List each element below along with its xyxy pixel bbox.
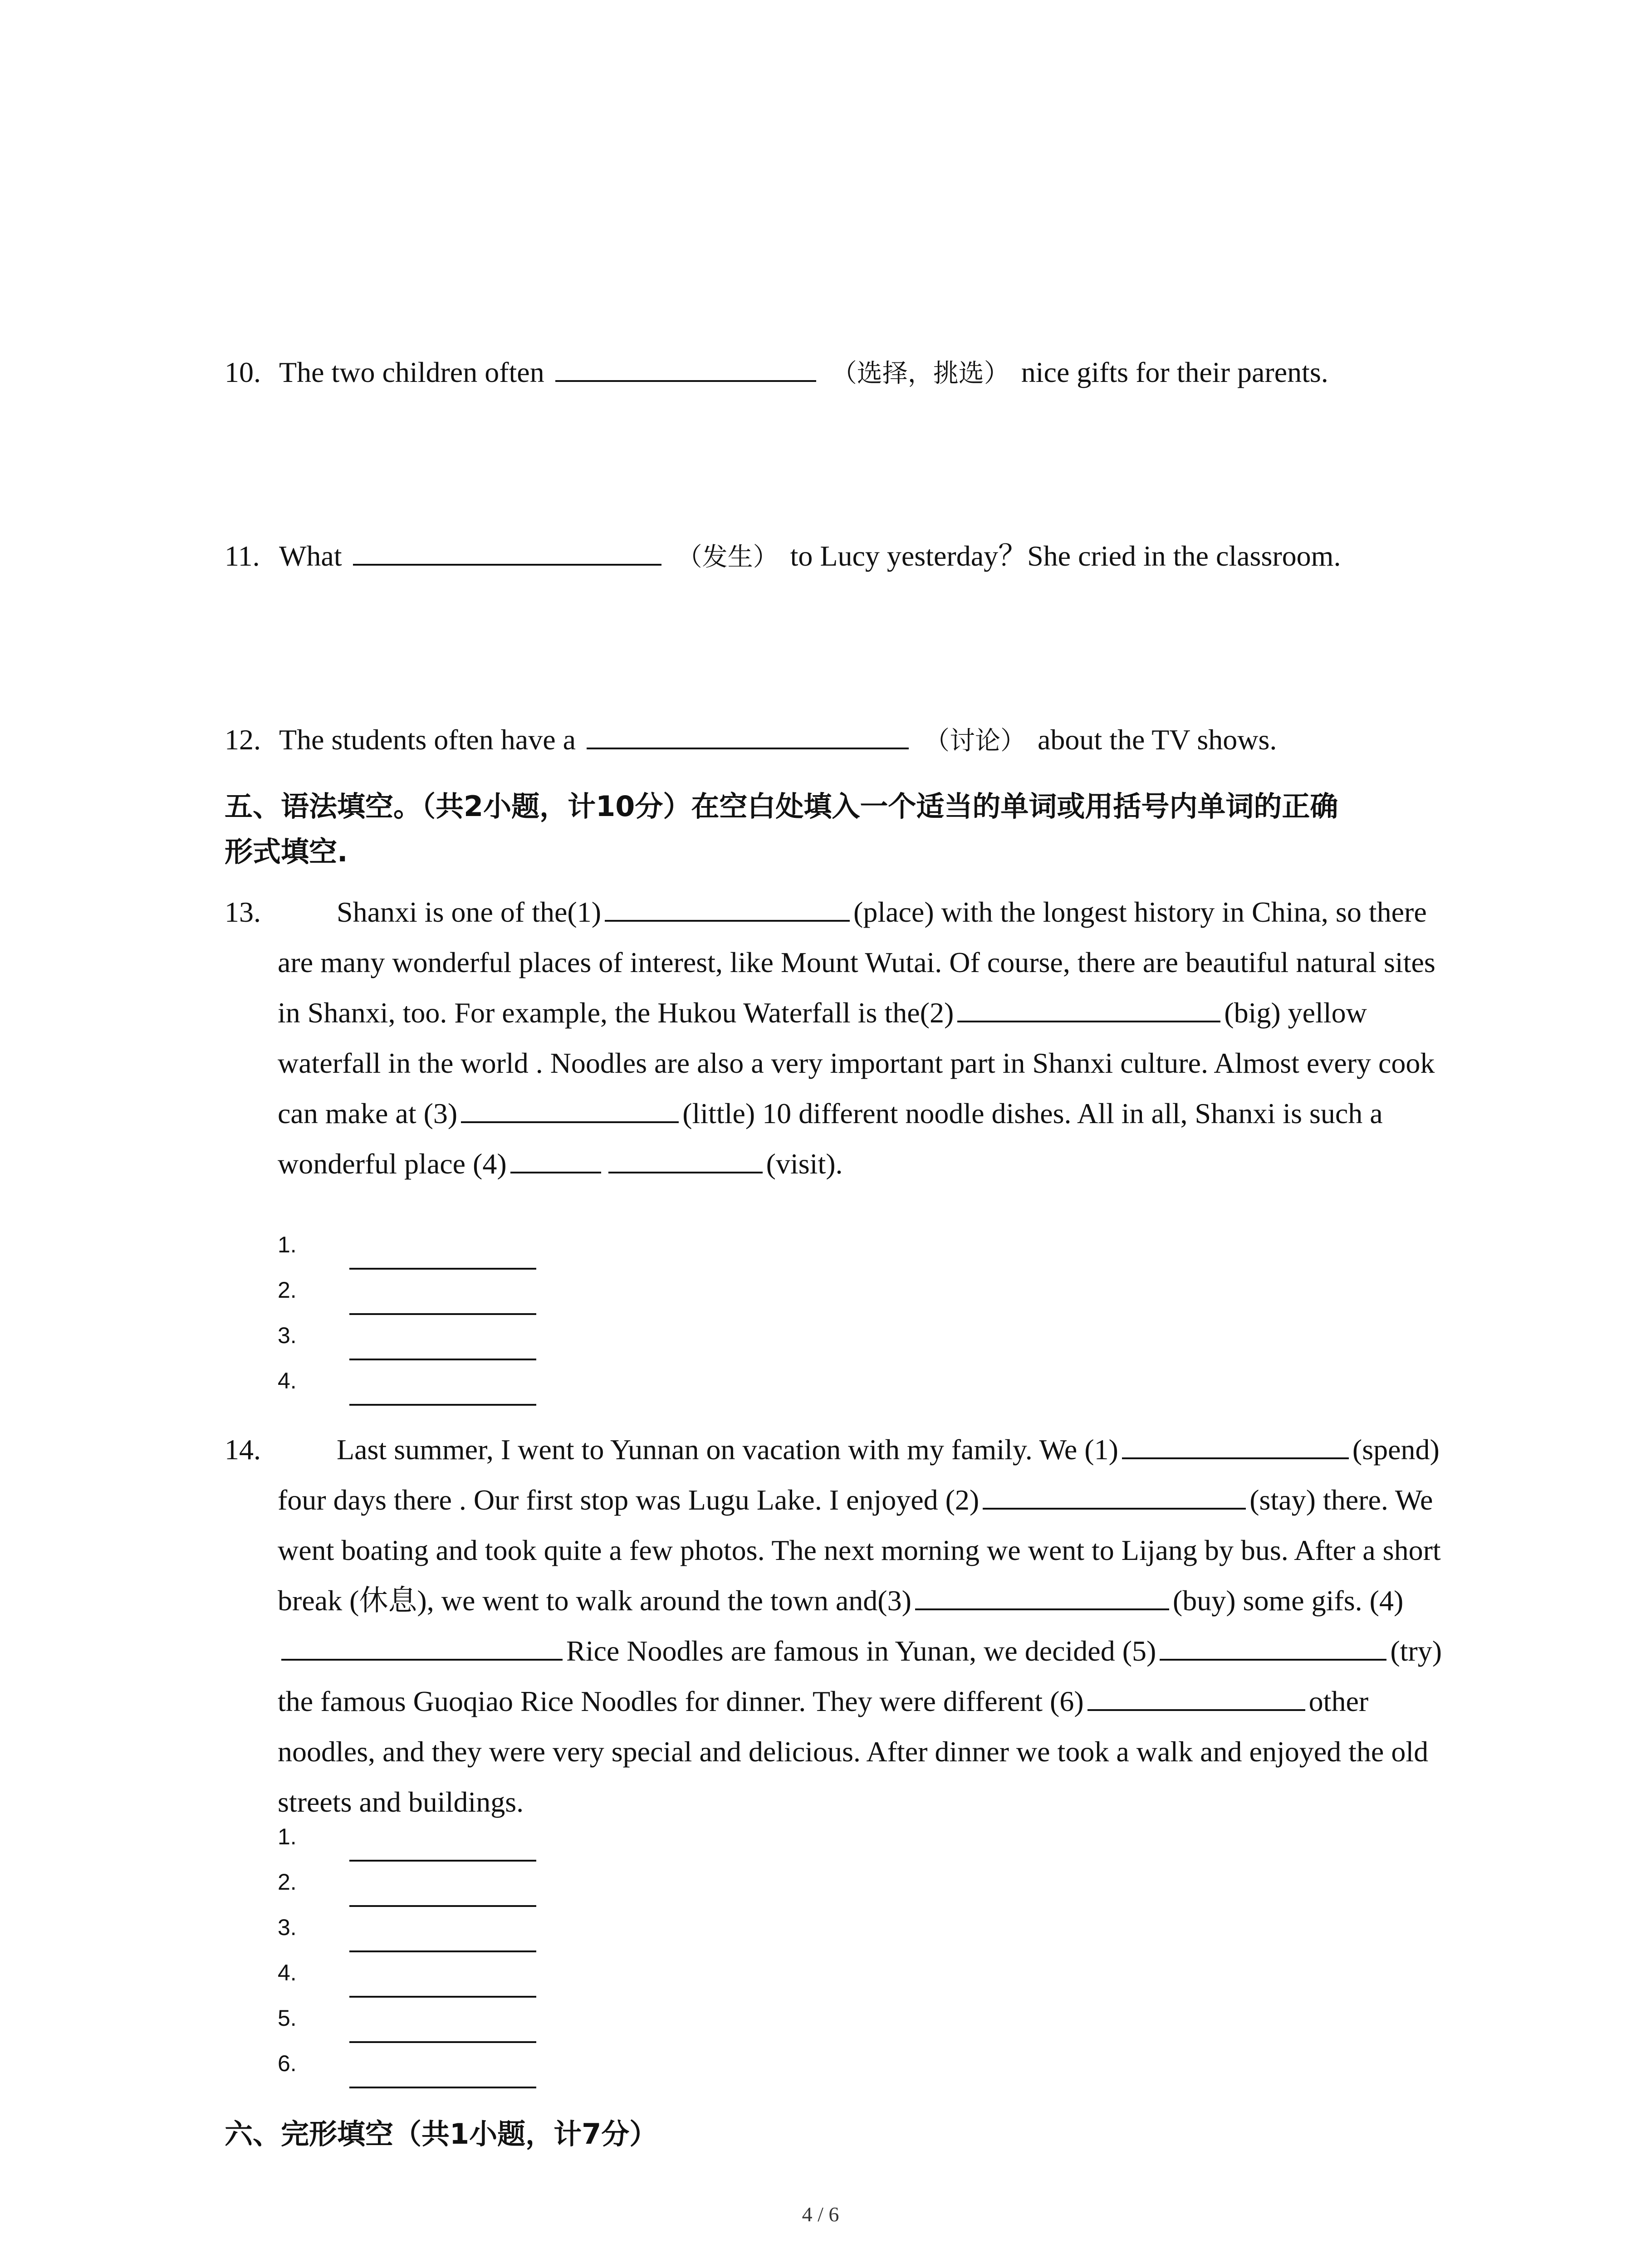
answer-line[interactable]	[349, 1996, 536, 1998]
answer-label: 2.	[278, 1277, 297, 1303]
section-heading-line: 形式填空.	[225, 835, 348, 868]
question-text: The students often have a	[279, 723, 576, 756]
passage-blank-2[interactable]	[957, 994, 1220, 1022]
passage-blank-2[interactable]	[983, 1481, 1246, 1510]
passage-text: Last summer, I went to Yunnan on vacation with my family. We (1)	[337, 1433, 1118, 1466]
question-text: nice gifts for their parents.	[1021, 356, 1328, 388]
question-10	[225, 354, 1328, 390]
answer-line[interactable]	[349, 2041, 536, 2043]
answer-label: 3.	[278, 1915, 297, 1940]
question-number: 12.	[225, 723, 261, 756]
answer-line[interactable]	[349, 1905, 536, 1907]
passage-text: (big) yellow waterfall in the world . Noodles are also a very important part in Shanxi culture. Almost every cook can make at (3)	[278, 997, 1435, 1129]
passage-blank-3[interactable]	[461, 1095, 679, 1123]
answer-label: 3.	[278, 1323, 297, 1348]
answer-line[interactable]	[349, 2087, 536, 2088]
answer-line[interactable]	[349, 1950, 536, 1952]
question-14-passage	[225, 1424, 1457, 1827]
passage-text: (little) 10 different noodle dishes. All in all, Shanxi is such a wonderful place (4)	[278, 1097, 1383, 1180]
passage-blank-4-cont[interactable]	[608, 1145, 763, 1173]
answer-blank[interactable]	[587, 721, 909, 749]
question-11	[225, 538, 1341, 574]
answer-blank[interactable]	[555, 354, 816, 382]
answer-line[interactable]	[349, 1359, 536, 1360]
question-13-passage	[225, 887, 1457, 1189]
question-text: The two children often	[279, 356, 544, 388]
passage-text: Rice Noodles are famous in Yunan, we decided (5)	[566, 1635, 1156, 1667]
passage-text: (visit).	[766, 1148, 843, 1180]
question-text: to Lucy yesterday？She cried in the classroom.	[790, 540, 1341, 572]
question-text: about the TV shows.	[1038, 723, 1277, 756]
section-5-heading	[225, 784, 1450, 875]
section-6-heading	[225, 2112, 1450, 2157]
passage-text: (stay) there. We went boating and took quite a few photos. The next morning we went to Lijang by bus. After a short break (休息), we went to walk around the town and(3)	[278, 1484, 1441, 1617]
answer-label: 6.	[278, 2051, 297, 2076]
passage-text: (buy) some gifs. (4)	[1172, 1584, 1404, 1617]
answer-label: 2.	[278, 1869, 297, 1895]
question-number: 10.	[225, 356, 261, 388]
answer-line[interactable]	[349, 1313, 536, 1315]
section-heading-line: 五、语法填空。（共2小题，计10分）在空白处填入一个适当的单词或用括号内单词的正确	[225, 790, 1338, 823]
passage-text: (spend) four days there . Our first stop was Lugu Lake. I enjoyed (2)	[278, 1433, 1440, 1516]
answer-label: 4.	[278, 1960, 297, 1985]
chinese-hint: （发生）	[676, 543, 779, 572]
passage-blank-1[interactable]	[1122, 1431, 1349, 1459]
passage-blank-4[interactable]	[281, 1633, 563, 1661]
page-number: 4 / 6	[802, 2203, 839, 2226]
passage-blank-5[interactable]	[1160, 1633, 1386, 1661]
answer-label: 1.	[278, 1232, 297, 1257]
passage-text: Shanxi is one of the(1)	[337, 896, 601, 928]
question-text: What	[279, 540, 342, 572]
passage-text: other noodles, and they were very special and delicious. After dinner we took a walk and enjoyed the old streets and buildings.	[278, 1685, 1429, 1818]
question-12	[225, 721, 1277, 758]
passage-blank-1[interactable]	[605, 894, 850, 922]
answer-label: 1.	[278, 1824, 297, 1849]
section-heading-line: 六、完形填空（共1小题，计7分）	[225, 2117, 658, 2151]
answer-blank[interactable]	[353, 538, 661, 566]
answer-line[interactable]	[349, 1860, 536, 1862]
question-number: 14.	[225, 1433, 261, 1466]
chinese-hint: （讨论）	[924, 726, 1026, 756]
answer-label: 4.	[278, 1368, 297, 1393]
answer-label: 5.	[278, 2005, 297, 2031]
passage-text: (try) the famous Guoqiao Rice Noodles for dinner. They were different (6)	[278, 1635, 1442, 1717]
chinese-hint: （选择，挑选）	[831, 359, 1009, 388]
answer-line[interactable]	[349, 1404, 536, 1406]
question-number: 13.	[225, 896, 261, 928]
question-number: 11.	[225, 540, 260, 572]
answer-line[interactable]	[349, 1268, 536, 1270]
passage-blank-6[interactable]	[1087, 1683, 1305, 1711]
passage-blank-3[interactable]	[915, 1582, 1169, 1610]
passage-blank-4[interactable]	[510, 1145, 601, 1173]
passage-text: (place) with the longest history in China, so there are many wonderful places of interest, like Mount Wutai. Of course, there are beautiful natural sites in Shanxi, too. For example, the Hukou Waterfall is the(2)	[278, 896, 1435, 1029]
